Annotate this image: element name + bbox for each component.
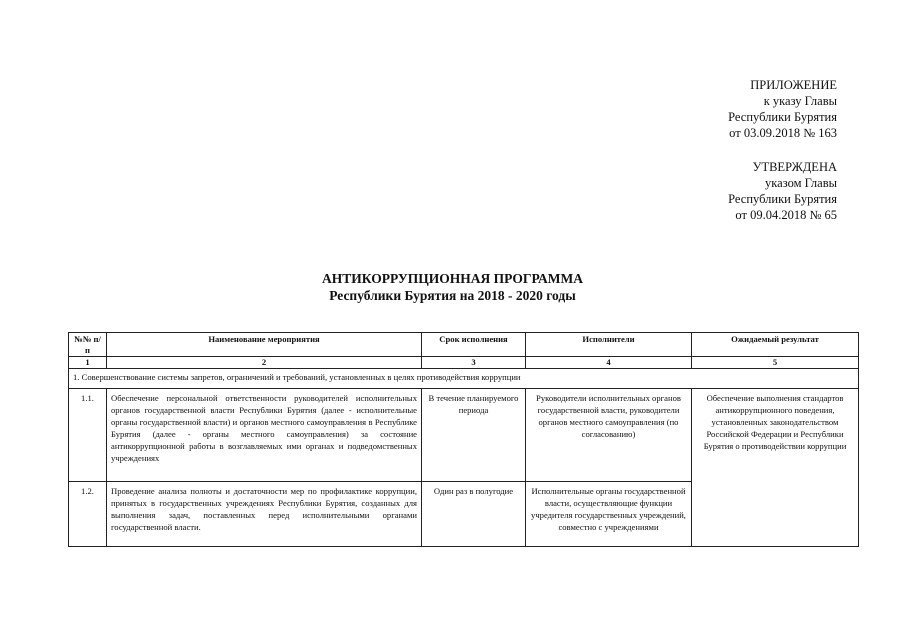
- row-deadline: Один раз в полугодие: [422, 482, 526, 547]
- section-title: 1. Совершенствование системы запретов, ограничений и требований, установленных в целях противодействия коррупции: [69, 369, 859, 389]
- row-executors: Исполнительные органы государственной власти, осуществляющие функции учредителя государственных учреждений, совместно с учреждениями: [526, 482, 692, 547]
- row-deadline: В течение планируемого периода: [422, 389, 526, 482]
- header-deadline: Срок исполнения: [422, 333, 526, 357]
- appendix-block: [728, 77, 837, 223]
- column-number: 5: [692, 357, 859, 369]
- title-line-1: АНТИКОРРУПЦИОННАЯ ПРОГРАММА: [322, 271, 583, 286]
- program-table: [68, 332, 859, 547]
- column-number: 2: [107, 357, 422, 369]
- approval-line: указом Главы: [765, 176, 837, 190]
- approval-line: Республики Бурятия: [728, 192, 837, 206]
- approval-line: от 09.04.2018 № 65: [735, 208, 837, 222]
- row-executors: Руководители исполнительных органов государственной власти, руководители органов местного самоуправления (по согласованию): [526, 389, 692, 482]
- section-row: [69, 369, 859, 389]
- table-header-row: [69, 333, 859, 357]
- column-number: 1: [69, 357, 107, 369]
- approval-approved: [728, 159, 837, 223]
- table-row: [69, 389, 859, 482]
- column-number: 3: [422, 357, 526, 369]
- column-number-row: [69, 357, 859, 369]
- approval-line: к указу Главы: [763, 94, 837, 108]
- row-result: Обеспечение выполнения стандартов антикоррупционного поведения, установленных законодательством Российской Федерации и Республики Бурятия о противодействии коррупции: [692, 389, 859, 547]
- row-activity: Проведение анализа полноты и достаточности мер по профилактике коррупции, принятых в государственных учреждениях Республики Бурятия, созданных для выполнения задач, поставленных перед исполнительными органами государственной власти.: [107, 482, 422, 547]
- document-title: [0, 270, 905, 304]
- header-result: Ожидаемый результат: [692, 333, 859, 357]
- row-activity: Обеспечение персональной ответственности руководителей исполнительных органов государственной власти Республики Бурятия (далее - исполнительные органы государственной власти) и органов местного самоуправления в Республике Бурятия (далее - органы местного самоуправления) за состояние антикоррупционной работы в возглавляемых ими органах и подведомственных учреждениях: [107, 389, 422, 482]
- approval-appendix: [728, 77, 837, 141]
- row-num: 1.2.: [69, 482, 107, 547]
- approval-line: ПРИЛОЖЕНИЕ: [750, 78, 837, 92]
- header-num: №№ п/п: [69, 333, 107, 357]
- title-line-2: Республики Бурятия на 2018 - 2020 годы: [329, 288, 576, 303]
- approval-line: от 03.09.2018 № 163: [729, 126, 837, 140]
- header-activity: Наименование мероприятия: [107, 333, 422, 357]
- approval-line: Республики Бурятия: [728, 110, 837, 124]
- approval-line: УТВЕРЖДЕНА: [752, 160, 837, 174]
- column-number: 4: [526, 357, 692, 369]
- header-executors: Исполнители: [526, 333, 692, 357]
- row-num: 1.1.: [69, 389, 107, 482]
